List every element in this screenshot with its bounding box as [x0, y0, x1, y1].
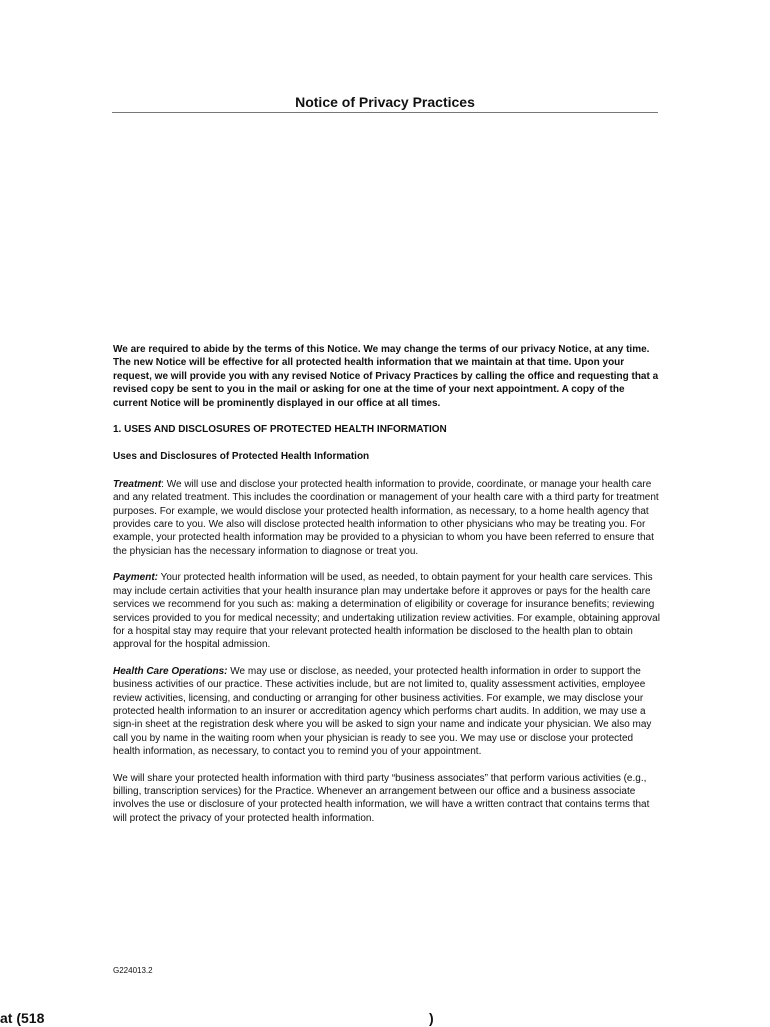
sub-heading: Uses and Disclosures of Protected Health Information: [113, 451, 370, 463]
payment-text: Your protected health information will be used, as needed, to obtain payment for your health care services. This may include certain activities that your health insurance plan may undertake before it approves or pays for the health care services we recommend for you such as: making a determination of eligibility or coverage for insurance benefits; reviewing services provided to you for medical necessity; and undertaking utilization review activities. For example, obtaining approval for a hospital stay may require that your relevant protected health information be disclosed to the health plan to obtain approval for the hospital admission.: [113, 572, 660, 651]
footer-phone-fragment: at (518: [0, 1010, 45, 1026]
payment-paragraph: [113, 571, 661, 651]
notice-body: [113, 343, 661, 838]
section-heading: 1. USES AND DISCLOSURES OF PROTECTED HEALTH INFORMATION: [113, 424, 447, 436]
footer-paren-fragment: ): [429, 1010, 434, 1026]
payment-label: Payment:: [113, 572, 159, 584]
intro-paragraph: We are required to abide by the terms of this Notice. We may change the terms of our privacy Notice, at any time. The new Notice will be effective for all protected health information that we maintain at that time. Upon your request, we will provide you with any revised Notice of Privacy Practices by calling the office and requesting that a revised copy be sent to you in the mail or asking for one at the time of your next appointment. A copy of the current Notice will be prominently displayed in our office at all times.: [113, 344, 659, 409]
operations-paragraph: [113, 665, 661, 759]
operations-label: Health Care Operations:: [113, 665, 228, 677]
document-code: G224013.2: [113, 966, 153, 975]
treatment-text: : We will use and disclose your protected health information to provide, coordinate, or manage your health care and any related treatment. This includes the coordination or management of your health care with a third party for treatment purposes. For example, we would disclose your protected health information, as necessary, to a home health agency that provides care to you. We also will disclose protected health information to other physicians who may be treating you. For example, your protected health information may be provided to a physician to whom you have been referred to ensure that the physician has the necessary information to diagnose or treat you.: [113, 478, 659, 557]
title-underline: [112, 112, 658, 113]
page-title: Notice of Privacy Practices: [295, 94, 475, 110]
treatment-label: Treatment: [113, 478, 162, 490]
business-associates-paragraph: We will share your protected health information with third party “business associates” that perform various activities (e.g., billing, transcription services) for the Practice. Whenever an arrangement between our office and a business associate involves the use or disclosure of your protected health information, we will have a written contract that contains terms that will protect the privacy of your protected health information.: [113, 772, 650, 824]
operations-text: We may use or disclose, as needed, your protected health information in order to support the business activities of our practice. These activities include, but are not limited to, quality assessment activities, employee review activities, licensing, and conducting or arranging for other business activities. For example, we may disclose your protected health information to an insurer or accreditation agency which performs chart audits. In addition, we may use a sign-in sheet at the registration desk where you will be asked to sign your name and indicate your physician. We also may call you by name in the waiting room when your physician is ready to see you. We may use or disclose your protected health information, as necessary, to contact you to remind you of your appointment.: [113, 665, 652, 758]
treatment-paragraph: [113, 478, 661, 558]
